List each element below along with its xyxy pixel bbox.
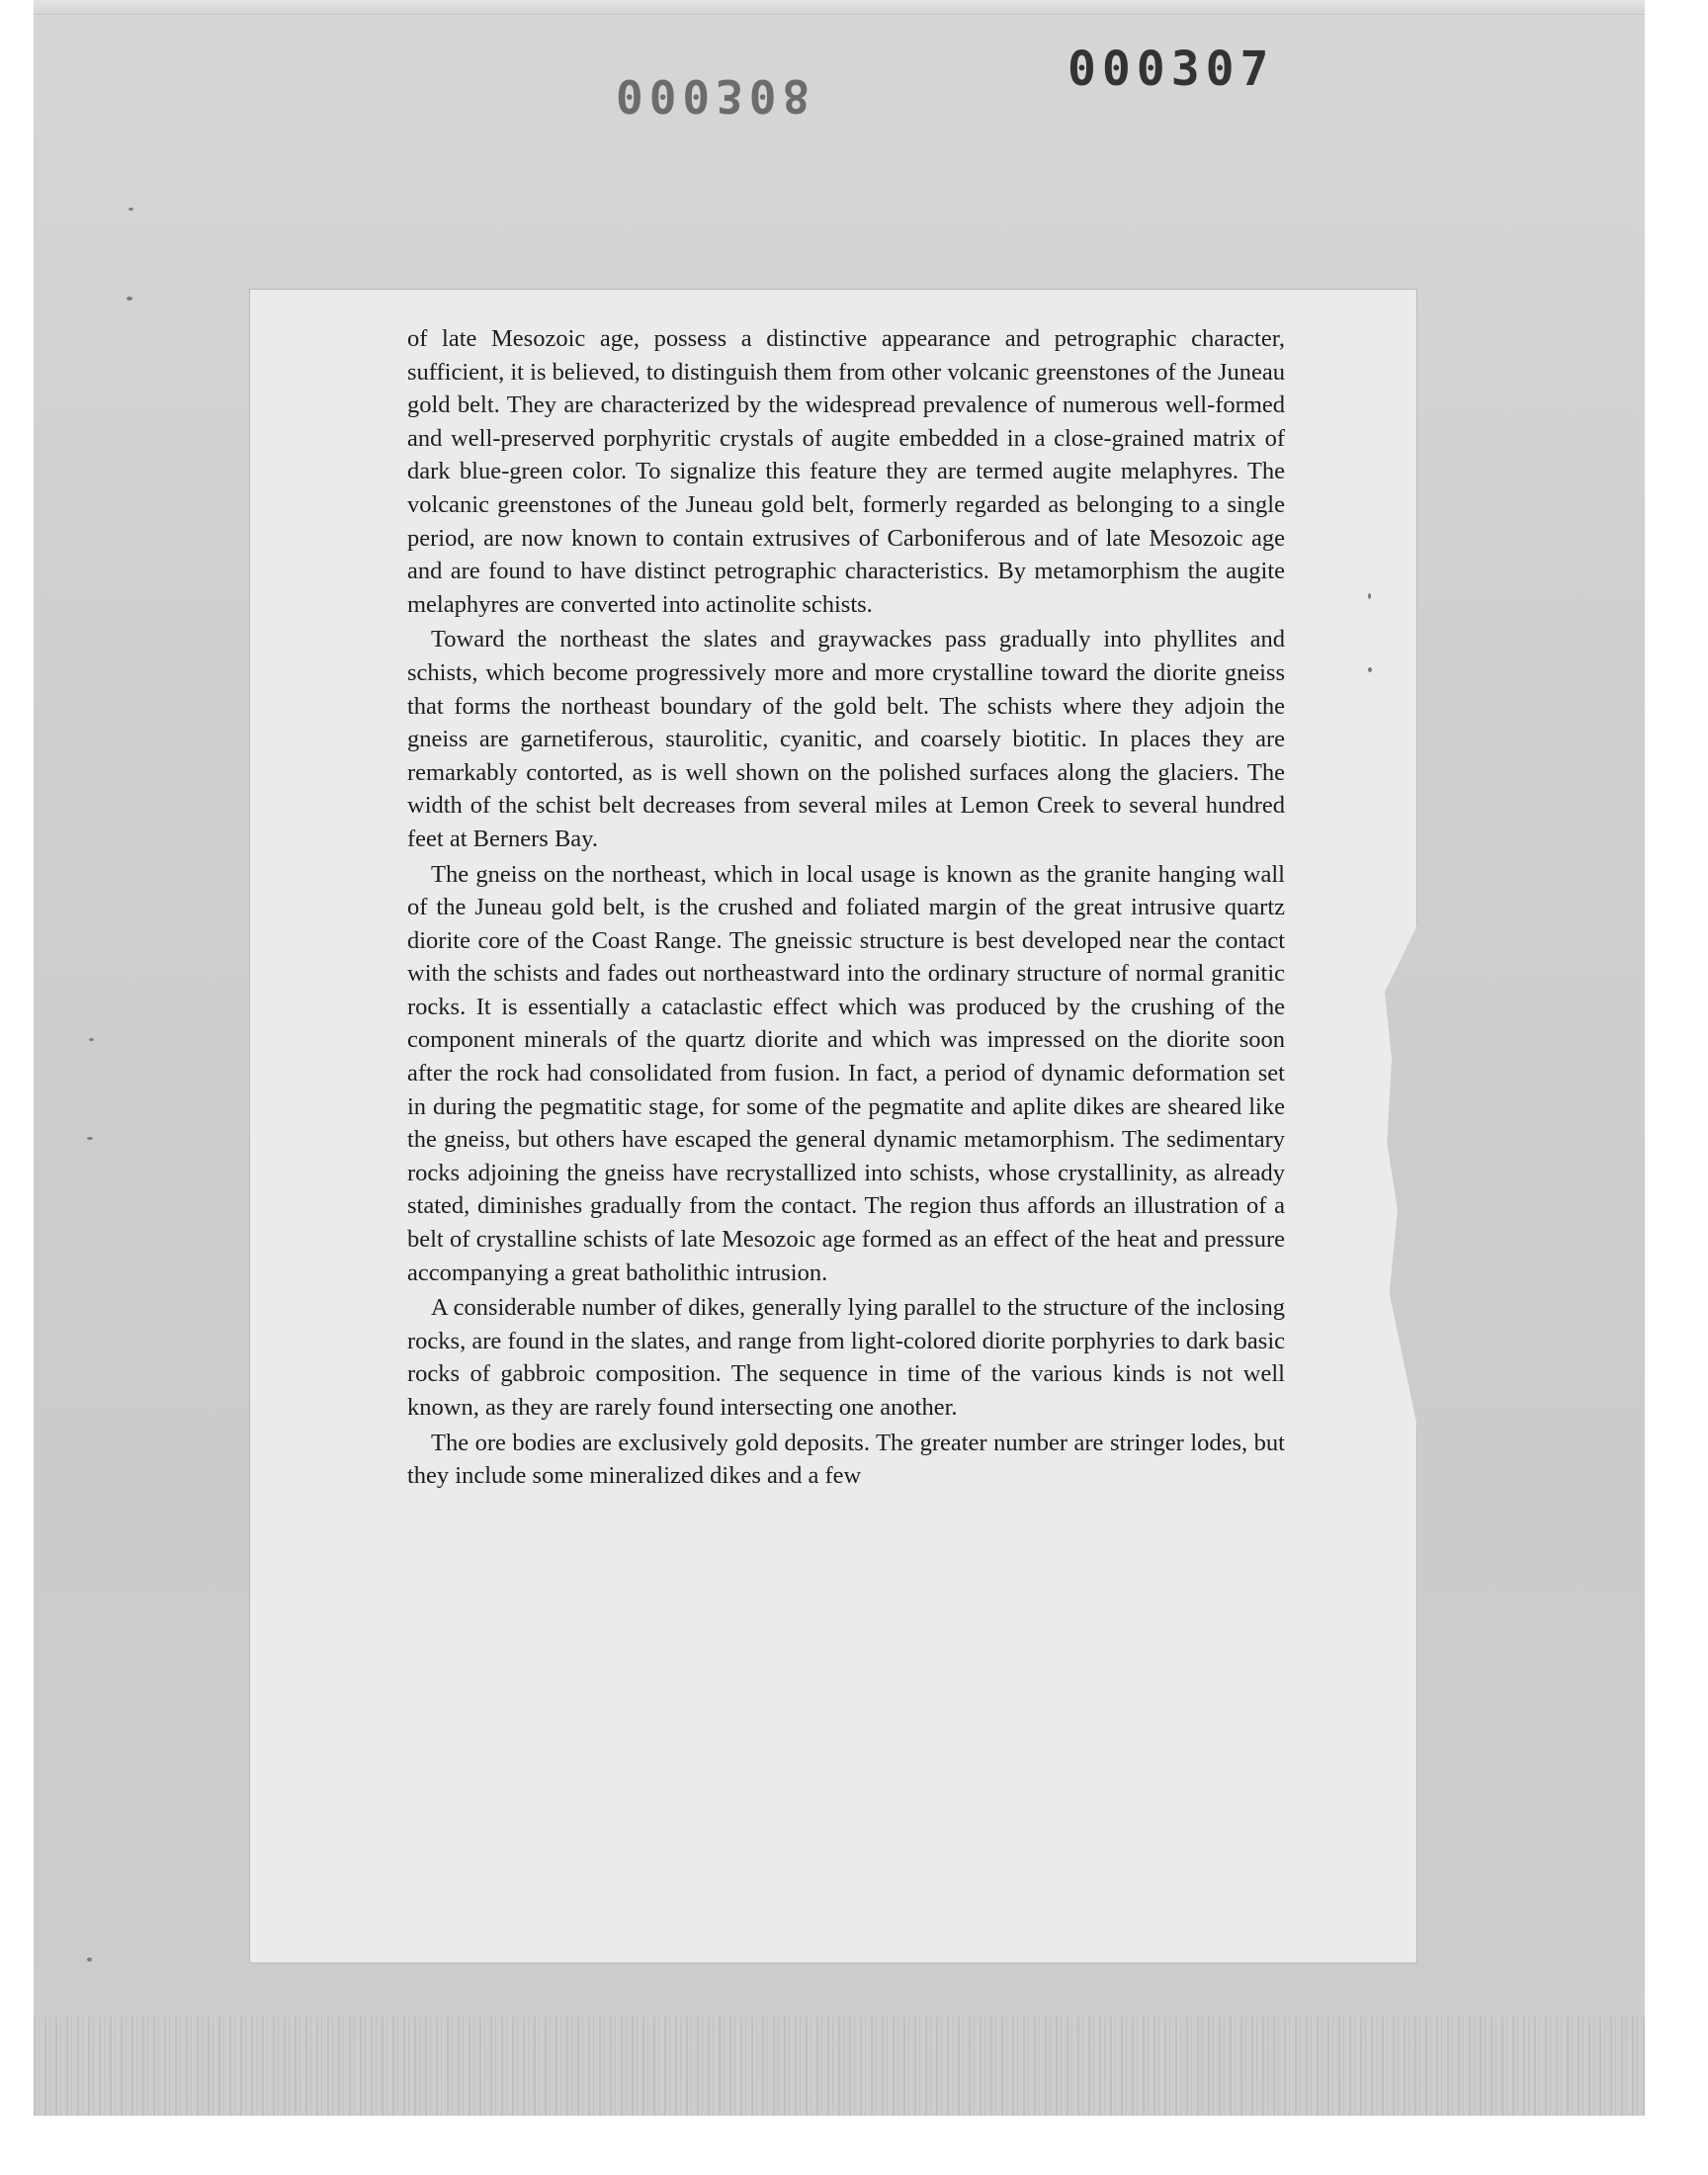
top-fold	[34, 0, 1645, 15]
scan-speck	[87, 1958, 92, 1961]
paragraph: The gneiss on the northeast, which in local usage is known as the granite hanging wall of the Juneau gold belt, is the crushed and foliated margin of the great intrusive quartz diorite core of the Coast Range. The gneissic structure is best developed near the contact with the schists and fades out northeastward into the ordinary structure of normal granitic rocks. It is essentially a cataclastic effect which was produced by the crushing of the component minerals of the quartz diorite and which was impressed on the diorite soon after the rock had consolidated from fusion. In fact, a period of dynamic deformation set in during the pegmatitic stage, for some of the pegmatite and aplite dikes are sheared like the gneiss, but others have escaped the general dynamic metamorphism. The sedimentary rocks adjoining the gneiss have recrystallized into schists, whose crystallinity, as already stated, diminishes gradually from the contact. The region thus affords an illustration of a belt of crystalline schists of late Mesozoic age formed as an effect of the heat and pressure accompanying a great batholithic intrusion.	[407, 860, 1285, 1286]
mirrored-page-stamp: 000308	[616, 69, 816, 123]
scan-speck	[87, 1137, 93, 1140]
scan-artifact-stripes	[34, 2017, 1645, 2116]
scan-speck	[127, 297, 132, 301]
paragraph: The ore bodies are exclusively gold deposits. The greater number are stringer lodes, but they include some mineralized dikes and a few	[407, 1429, 1285, 1490]
paragraph: Toward the northeast the slates and graywackes pass gradually into phyllites and schists, which become progressively more and more crystalline toward the diorite gneiss that forms the northeast boundary of the gold belt. The schists where they adjoin the gneiss are garnetiferous, staurolitic, cyanitic, and coarsely biotitic. In places they are remarkably contorted, as is well shown on the polished surfaces along the glaciers. The width of the schist belt decreases from several miles at Lemon Creek to several hundred feet at Berners Bay.	[407, 626, 1285, 852]
body-text	[407, 322, 1285, 1495]
paragraph: of late Mesozoic age, possess a distinctive appearance and petrographic character, sufficient, it is believed, to distinguish them from other volcanic greenstones of the Juneau gold belt. They are characterized by the widespread prevalence of numerous well-formed and well-preserved porphyritic crystals of augite embedded in a close-grained matrix of dark blue-green color. To signalize this feature they are termed augite melaphyres. The volcanic greenstones of the Juneau gold belt, formerly regarded as belonging to a single period, are now known to contain extrusives of Carboniferous and of late Mesozoic age and are found to have distinct petrographic characteristics. By metamorphism the augite melaphyres are converted into actinolite schists.	[407, 325, 1285, 618]
scan-speck	[1368, 667, 1372, 672]
paragraph: A considerable number of dikes, generally lying parallel to the structure of the inclosing rocks, are found in the slates, and range from light-colored diorite porphyries to dark basic rocks of gabbroic composition. The sequence in time of the various kinds is not well known, as they are rarely found intersecting one another.	[407, 1294, 1285, 1421]
page-number-stamp: 000307	[1068, 42, 1275, 97]
scan-speck	[128, 208, 133, 211]
scan-speck	[89, 1038, 94, 1041]
scan-speck	[1368, 593, 1371, 599]
